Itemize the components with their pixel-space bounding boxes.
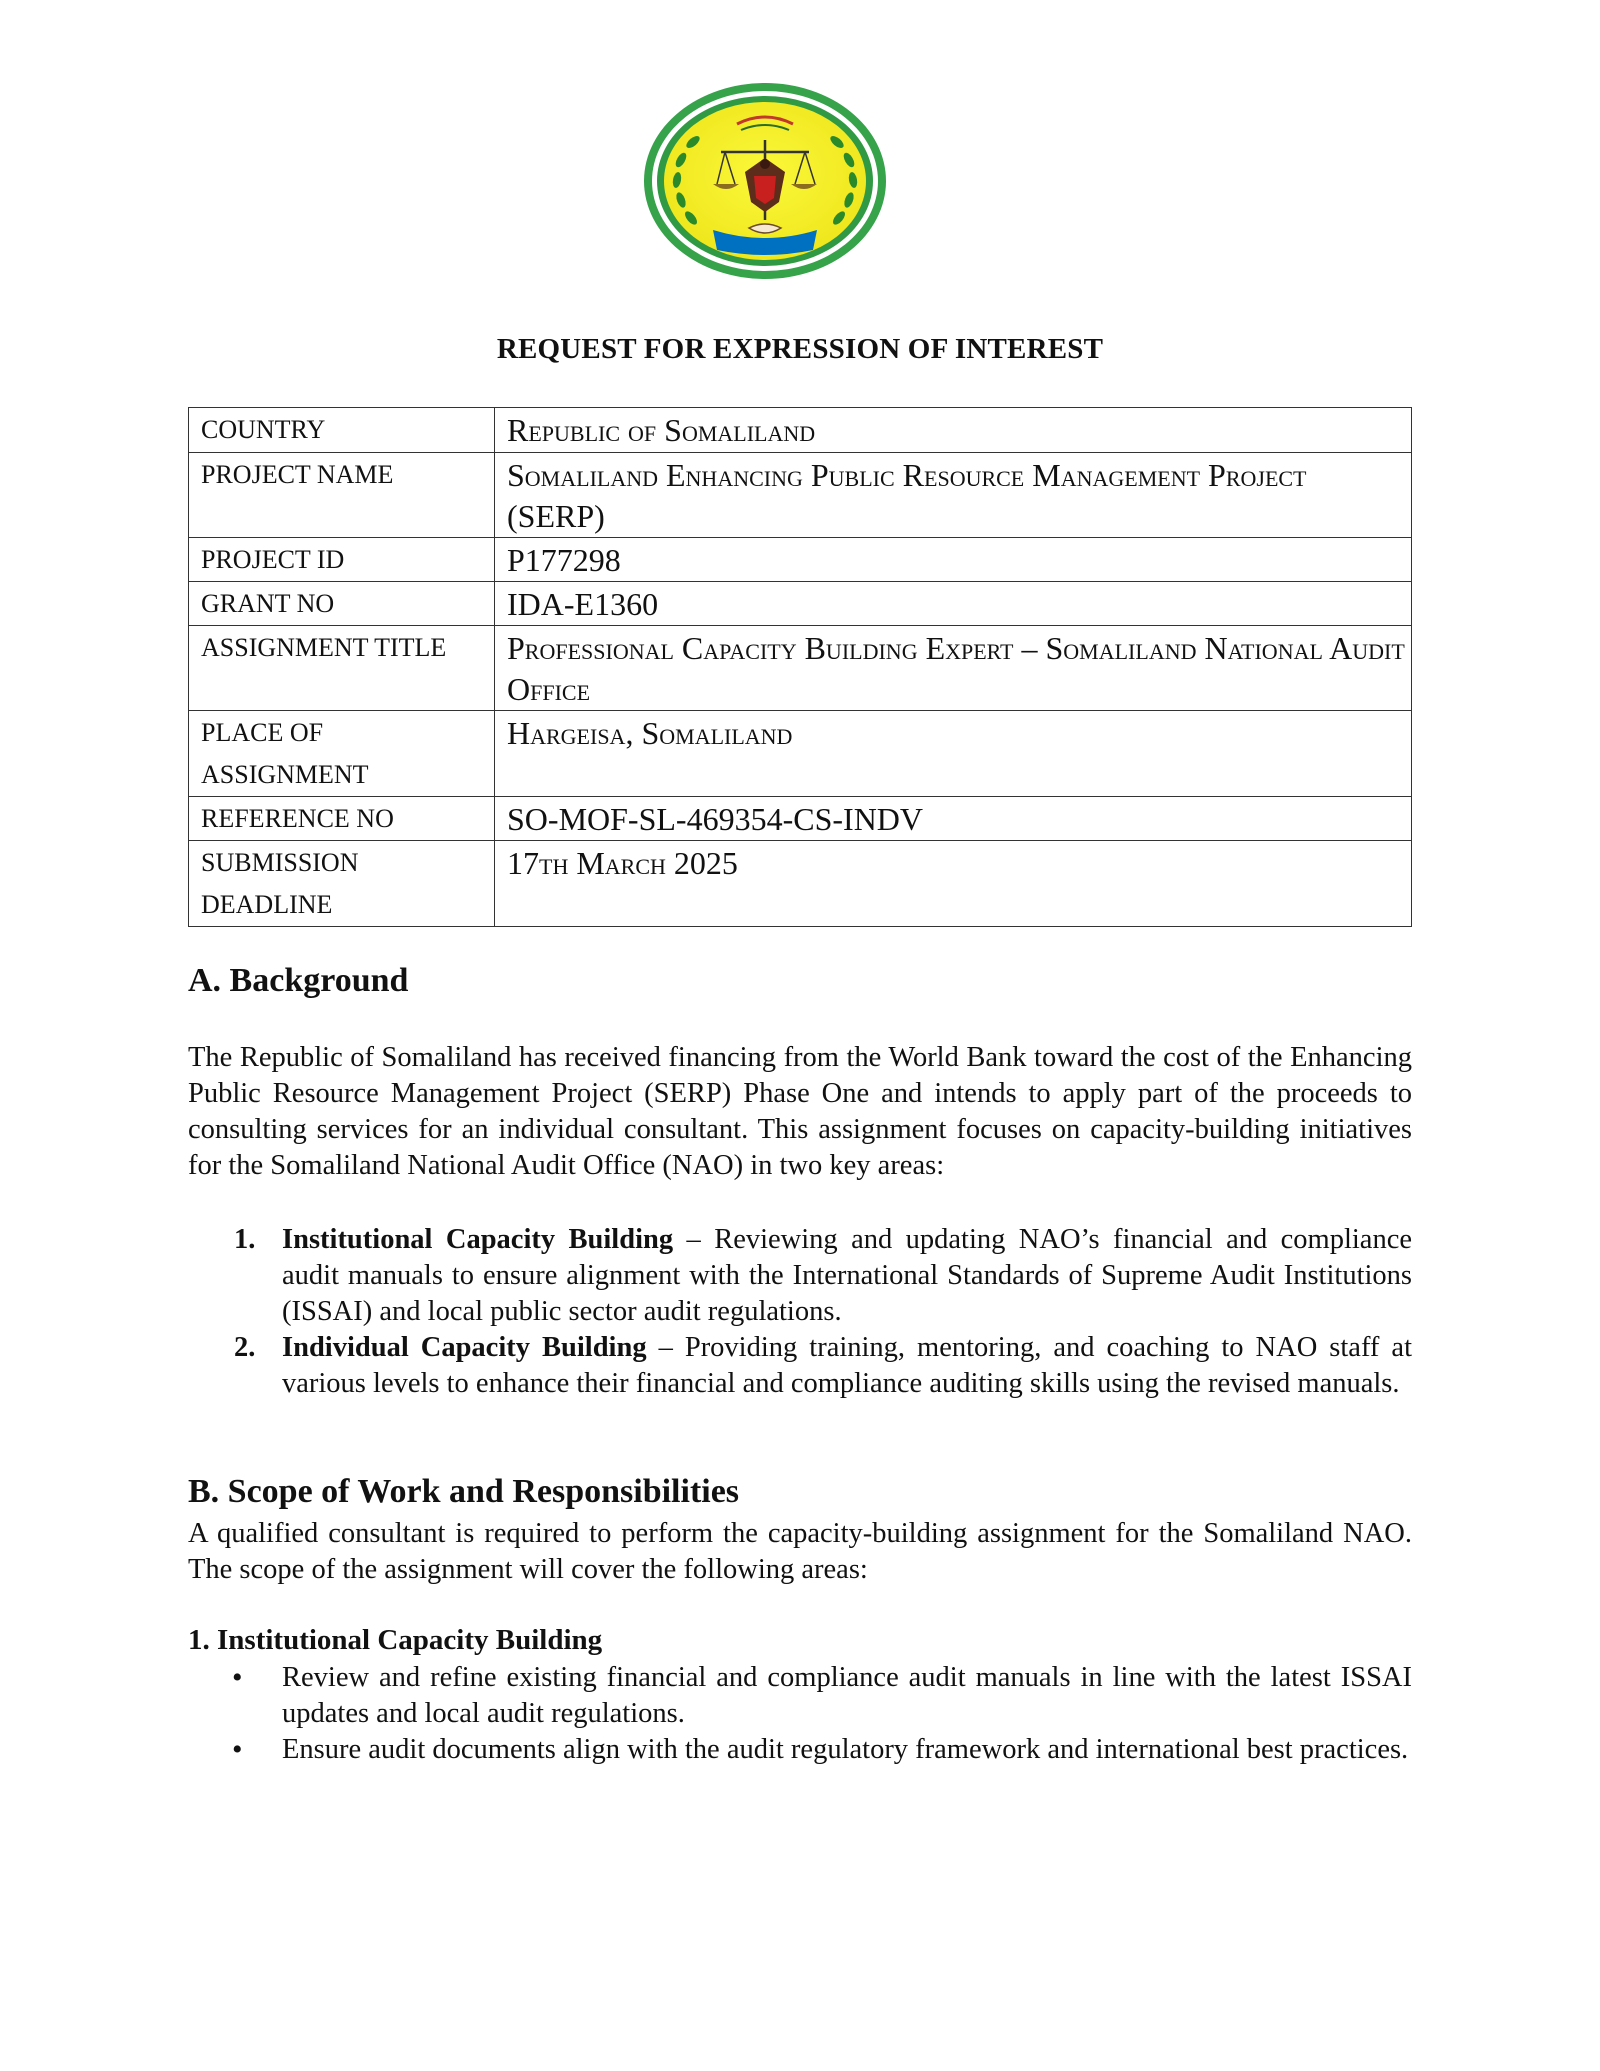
list-item-text: – Reviewing and updating NAO’s financial and compliance audit manuals to ensure alignment with the International Standards of Supreme Audit Institutions (ISSAI) and local public sector audit regulations. xyxy=(282,1224,1412,1327)
table-row xyxy=(189,408,1412,453)
row-label-project-name: PROJECT NAME xyxy=(189,453,495,538)
row-value-project-name: Somaliland Enhancing Public Resource Management Project (SERP) xyxy=(495,453,1412,538)
section-a-paragraph: The Republic of Somaliland has received financing from the World Bank toward the cost of the Enhancing Public Resource Management Project (SERP) Phase One and intends to apply part of the proceeds to consulting services for an individual consultant. This assignment focuses on capacity-building initiatives for the Somaliland National Audit Office (NAO) in two key areas: xyxy=(188,1042,1412,1181)
bullet-icon: • xyxy=(232,1733,243,1766)
list-item-bold: Individual Capacity Building xyxy=(282,1332,647,1363)
row-label-submission-deadline: SUBMISSION DEADLINE xyxy=(189,841,495,927)
seal-emblem-icon xyxy=(641,80,889,282)
seal-logo xyxy=(641,80,889,282)
row-value-submission-deadline: 17th March 2025 xyxy=(495,841,1412,927)
list-item-text: Ensure audit documents align with the audit regulatory framework and international best practices. xyxy=(282,1734,1409,1765)
table-row xyxy=(189,797,1412,841)
row-value-assignment-title: Professional Capacity Building Expert – Somaliland National Audit Office xyxy=(495,626,1412,711)
row-value-project-id: P177298 xyxy=(495,538,1412,582)
section-b-subheading: 1. Institutional Capacity Building xyxy=(188,1624,603,1656)
section-a-heading: A. Background xyxy=(188,962,409,999)
list-item xyxy=(188,1660,1412,1732)
row-value-grant-no: IDA-E1360 xyxy=(495,582,1412,626)
section-b-heading: B. Scope of Work and Responsibilities xyxy=(188,1473,740,1510)
row-value-reference-no: SO-MOF-SL-469354-CS-INDV xyxy=(495,797,1412,841)
list-item-text: – Providing training, mentoring, and coaching to NAO staff at various levels to enhance their financial and compliance auditing skills using the revised manuals. xyxy=(282,1332,1412,1399)
section-b-bullets xyxy=(188,1660,1412,1768)
list-item xyxy=(188,1222,1412,1330)
section-b-paragraph: A qualified consultant is required to perform the capacity-building assignment for the Somaliland NAO. The scope of the assignment will cover the following areas: xyxy=(188,1518,1412,1585)
section-a-list xyxy=(188,1222,1412,1402)
row-label-country: COUNTRY xyxy=(189,408,495,453)
list-item xyxy=(188,1732,1412,1768)
document-title: REQUEST FOR EXPRESSION OF INTEREST xyxy=(496,333,1104,365)
list-item-text: Review and refine existing financial and compliance audit manuals in line with the latest ISSAI updates and local audit regulations. xyxy=(282,1662,1412,1729)
list-item xyxy=(188,1330,1412,1402)
bullet-icon: • xyxy=(232,1661,243,1694)
table-row xyxy=(189,582,1412,626)
table-row xyxy=(189,841,1412,927)
row-label-grant-no: GRANT NO xyxy=(189,582,495,626)
row-label-assignment-title: ASSIGNMENT TITLE xyxy=(189,626,495,711)
list-item-number: 1. xyxy=(234,1224,256,1255)
info-table xyxy=(188,407,1412,927)
row-value-place-of-assignment: Hargeisa, Somaliland xyxy=(495,711,1412,797)
table-row xyxy=(189,711,1412,797)
table-row xyxy=(189,538,1412,582)
row-label-project-id: PROJECT ID xyxy=(189,538,495,582)
row-label-reference-no: REFERENCE NO xyxy=(189,797,495,841)
row-label-place-of-assignment: PLACE OF ASSIGNMENT xyxy=(189,711,495,797)
list-item-number: 2. xyxy=(234,1332,256,1363)
table-row xyxy=(189,626,1412,711)
row-value-country: Republic of Somaliland xyxy=(495,408,1412,453)
list-item-bold: Institutional Capacity Building xyxy=(282,1224,674,1255)
table-row xyxy=(189,453,1412,538)
